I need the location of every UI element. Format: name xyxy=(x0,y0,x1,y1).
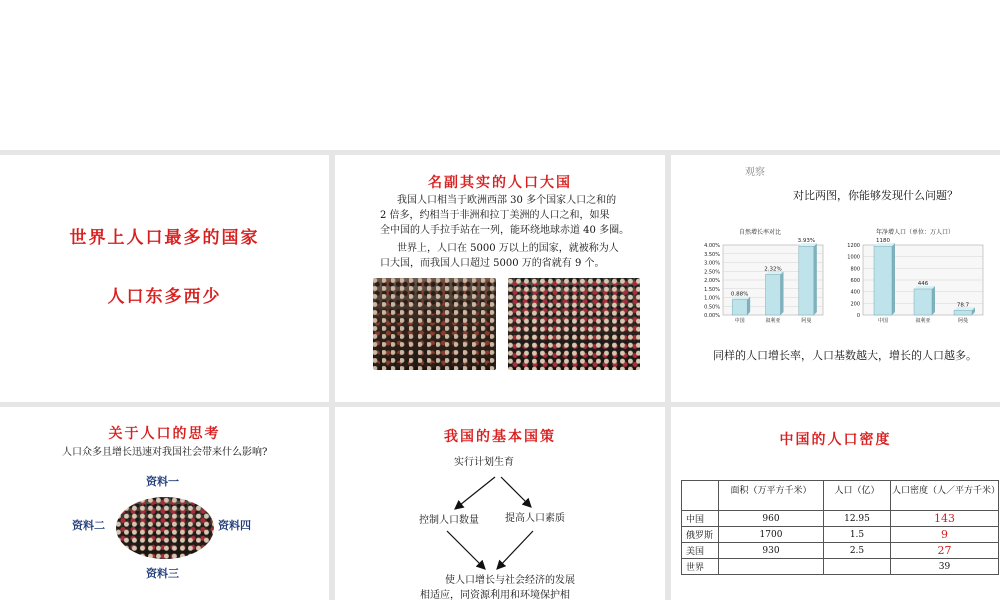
density-area: 1700 xyxy=(719,527,824,543)
category-label: 叙利亚 xyxy=(765,318,781,324)
y-tick-label: 1200 xyxy=(847,243,860,249)
slide4-question: 人口众多且增长迅速对我国社会带来什么影响? xyxy=(62,447,268,458)
crowd-photo-left xyxy=(373,278,496,370)
slide2-para2-line1: 世界上，人口在 5000 万以上的国家，就被称为人 xyxy=(397,243,619,254)
slide2-para1-line3: 全中国的人手拉手站在一列，能环绕地球赤道 40 多圈。 xyxy=(380,225,630,236)
category-label: 中国 xyxy=(734,318,745,324)
bar-side xyxy=(781,271,784,315)
density-table xyxy=(681,480,999,575)
slide6-title: 中国的人口密度 xyxy=(779,432,892,448)
slide-world-most-populous[interactable] xyxy=(0,155,329,402)
table-row xyxy=(682,511,999,527)
category-label: 中国 xyxy=(877,318,889,324)
policy-left: 控制人口数量 xyxy=(419,515,479,526)
crowd-photo-right xyxy=(508,278,640,370)
y-tick-label: 2.00% xyxy=(704,278,720,284)
chart2-title: 年净增人口（单位：万人口） xyxy=(876,229,955,236)
density-header-blank xyxy=(682,481,719,511)
y-tick-label: 200 xyxy=(850,301,860,308)
bar-side xyxy=(747,297,750,315)
density-country: 世界 xyxy=(682,559,719,575)
growth-rate-chart xyxy=(701,225,831,325)
density-pop xyxy=(824,559,891,575)
slide-thinking-about-population[interactable] xyxy=(0,407,329,600)
density-pop: 12.95 xyxy=(824,511,891,527)
slide2-para2-line2: 口大国，而我国人口超过 5000 万的省就有 9 个。 xyxy=(380,258,605,269)
chart1-title: 自然增长率对比 xyxy=(739,229,782,236)
material-1-link[interactable]: 资料一 xyxy=(146,475,179,488)
data-label: 446 xyxy=(917,280,929,287)
policy-bottom-line2: 相适应，同资源利用和环境保护相 xyxy=(420,590,570,600)
y-tick-label: 2.50% xyxy=(704,269,720,276)
y-tick-label: 0.50% xyxy=(704,304,720,311)
bar xyxy=(914,289,932,315)
density-pop: 1.5 xyxy=(824,527,891,543)
density-value: 27 xyxy=(891,543,999,559)
density-value: 9 xyxy=(891,527,999,543)
category-label: 叙利亚 xyxy=(915,318,931,324)
slide1-title: 世界上人口最多的国家 xyxy=(69,228,260,248)
category-label: 阿曼 xyxy=(957,318,969,324)
slide-population-giant[interactable] xyxy=(335,155,665,402)
slide-compare-charts[interactable] xyxy=(671,155,1000,402)
net-increase-chart-svg xyxy=(841,225,991,325)
density-country: 俄罗斯 xyxy=(682,527,719,543)
bar-side xyxy=(892,243,895,315)
slide4-title: 关于人口的思考 xyxy=(108,426,221,442)
y-tick-label: 1.00% xyxy=(704,295,720,302)
data-label: 3.93% xyxy=(797,238,816,245)
y-tick-label: 1.50% xyxy=(704,286,720,293)
y-tick-label: 0.00% xyxy=(704,313,720,319)
density-pop: 2.5 xyxy=(824,543,891,559)
slide-basic-national-policy[interactable] xyxy=(335,407,665,600)
policy-right: 提高人口素质 xyxy=(505,513,565,524)
category-label: 阿曼 xyxy=(801,318,812,324)
slide-population-density[interactable] xyxy=(671,407,1000,600)
policy-arrows xyxy=(335,407,665,600)
arrow-top-to-left xyxy=(455,477,495,509)
y-tick-label: 1000 xyxy=(847,254,860,261)
y-tick-label: 800 xyxy=(850,266,860,273)
growth-rate-chart-svg xyxy=(701,225,831,325)
crowd-oval-photo xyxy=(116,497,214,559)
bar-side xyxy=(814,243,817,315)
net-increase-chart xyxy=(841,225,991,325)
y-tick-label: 400 xyxy=(850,289,860,296)
data-label: 1180 xyxy=(876,238,890,245)
bar-side xyxy=(932,286,935,315)
table-row xyxy=(682,543,999,559)
slide2-title: 名副其实的人口大国 xyxy=(428,175,572,191)
density-country: 中国 xyxy=(682,511,719,527)
bar xyxy=(766,274,781,315)
bar xyxy=(732,300,747,315)
policy-top: 实行计划生育 xyxy=(454,457,514,468)
density-table-header-row xyxy=(682,481,999,511)
slide2-para1-line1: 我国人口相当于欧洲西部 30 多个国家人口之和的 xyxy=(397,195,617,206)
density-area xyxy=(719,559,824,575)
slide2-para1-line2: 2 倍多，约相当于非洲和拉丁美洲的人口之和，如果 xyxy=(380,210,610,221)
policy-bottom-line1: 使人口增长与社会经济的发展 xyxy=(445,575,575,586)
y-tick-label: 4.00% xyxy=(704,243,720,249)
arrow-left-to-bottom xyxy=(447,531,485,569)
density-value: 143 xyxy=(891,511,999,527)
compare-question: 对比两图，你能够发现什么问题？ xyxy=(793,189,958,202)
table-row xyxy=(682,559,999,575)
density-value: 39 xyxy=(891,559,999,575)
density-country: 美国 xyxy=(682,543,719,559)
y-tick-label: 3.50% xyxy=(704,251,720,258)
density-header-area: 面积（万平方千米） xyxy=(719,481,824,511)
density-header-population: 人口（亿） xyxy=(824,481,891,511)
material-4-link[interactable]: 资料四 xyxy=(218,519,251,532)
slide5-title: 我国的基本国策 xyxy=(444,429,556,445)
y-tick-label: 600 xyxy=(850,278,860,284)
table-row xyxy=(682,527,999,543)
observe-label: 观察 xyxy=(745,167,765,178)
arrow-top-to-right xyxy=(501,477,531,507)
density-area: 930 xyxy=(719,543,824,559)
y-tick-label: 0 xyxy=(856,313,860,319)
arrow-right-to-bottom xyxy=(497,531,533,569)
bar xyxy=(954,310,972,315)
data-label: 78.7 xyxy=(956,302,970,309)
data-label: 2.32% xyxy=(764,266,782,273)
slide1-subtitle: 人口东多西少 xyxy=(107,287,222,307)
density-area: 960 xyxy=(719,511,824,527)
bar xyxy=(874,246,892,315)
conclusion-text: 同样的人口增长率，人口基数越大，增长的人口越多。 xyxy=(713,349,977,362)
material-3-link[interactable]: 资料三 xyxy=(146,567,179,580)
material-2-link[interactable]: 资料二 xyxy=(72,519,105,532)
data-label: 0.88% xyxy=(730,291,749,298)
y-tick-label: 3.00% xyxy=(704,260,720,267)
bar xyxy=(799,246,814,315)
density-header-density: 人口密度（人／平方千米） xyxy=(891,481,999,511)
